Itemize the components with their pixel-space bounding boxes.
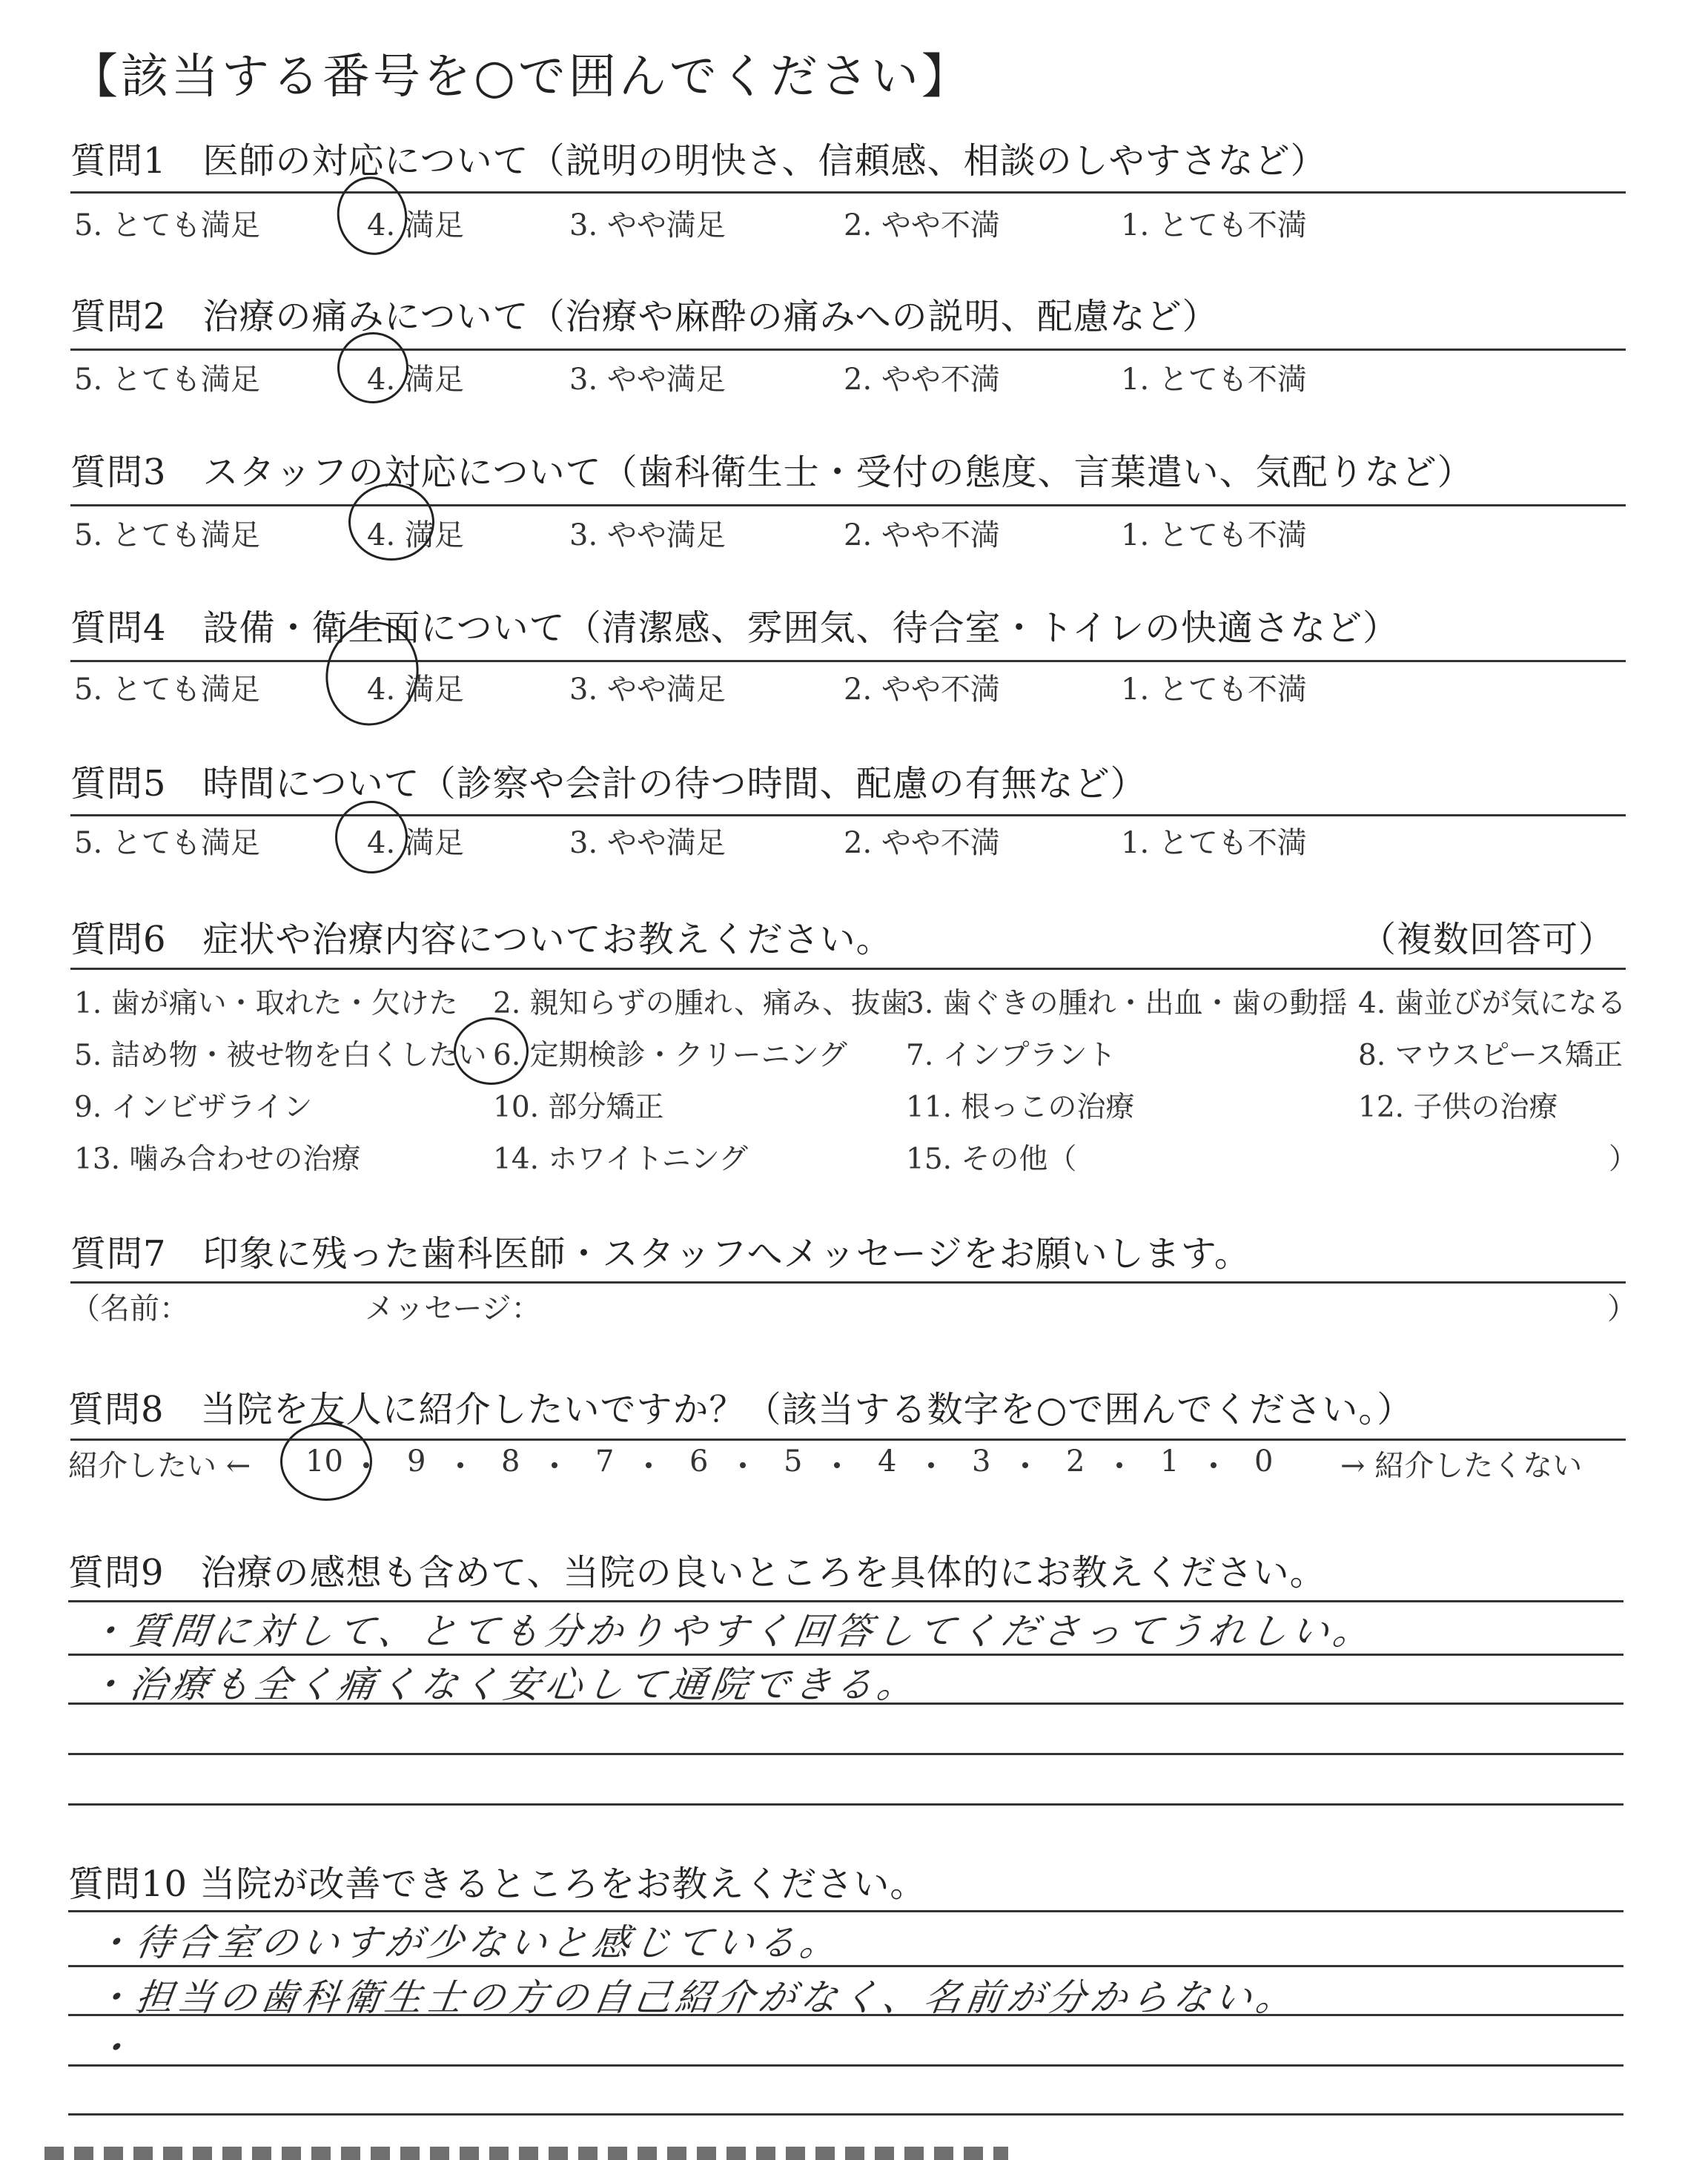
q2-option-4[interactable]: 4. 満足 (367, 363, 464, 397)
q7-message-label: メッセージ： (365, 1292, 541, 1326)
q8-separator-dot (928, 1462, 934, 1468)
q1-option-3[interactable]: 3. やや満足 (569, 208, 726, 242)
q7-name-label: （名前： (70, 1292, 189, 1326)
q4-option-2[interactable]: 2. やや不満 (844, 673, 1000, 707)
q1-option-5[interactable]: 5. とても満足 (74, 208, 260, 242)
question-9-title: 質問9 治療の感想も含めて、当院の良いところを具体的にお教えください。 (68, 1552, 1326, 1593)
q3-option-5[interactable]: 5. とても満足 (74, 518, 260, 552)
q8-separator-dot (457, 1462, 463, 1468)
question-8-title: 質問8 当院を友人に紹介したいですか？（該当する数字を○で囲んでください。） (68, 1389, 1414, 1430)
q8-not-recommend-label: → 紹介したくない (1340, 1449, 1583, 1483)
q6-option-2[interactable]: 2. 親知らずの腫れ、痛み、抜歯 (493, 987, 910, 1020)
q8-score-2[interactable]: 2 (1066, 1444, 1085, 1479)
divider (70, 660, 1626, 662)
q6-option-12[interactable]: 12. 子供の治療 (1358, 1091, 1558, 1124)
q6-option-3[interactable]: 3. 歯ぐきの腫れ・出血・歯の動揺 (906, 987, 1348, 1020)
q3-option-3[interactable]: 3. やや満足 (569, 518, 726, 552)
q3-option-1[interactable]: 1. とても不満 (1121, 518, 1307, 552)
q6-option-5[interactable]: 5. 詰め物・被せ物を白くしたい (74, 1039, 487, 1072)
q8-recommend-label: 紹介したい ← (68, 1449, 251, 1483)
q1-option-4[interactable]: 4. 満足 (367, 208, 464, 242)
q5-option-3[interactable]: 3. やや満足 (569, 826, 726, 860)
question-1-title: 質問1 医師の対応について（説明の明快さ、信頼感、相談のしやすさなど） (70, 140, 1327, 182)
q8-selection-circle (280, 1422, 372, 1501)
q8-separator-dot (740, 1462, 746, 1468)
q2-option-1[interactable]: 1. とても不満 (1121, 363, 1307, 397)
answer-line (68, 1753, 1623, 1755)
question-2-title: 質問2 治療の痛みについて（治療や麻酔の痛みへの説明、配慮など） (70, 296, 1219, 337)
q8-separator-dot (646, 1462, 652, 1468)
q6-option-6[interactable]: 6. 定期検診・クリーニング (493, 1039, 847, 1072)
divider (70, 191, 1626, 194)
question-6-title: 質問6 症状や治療内容についてお教えください。 (70, 919, 893, 960)
q8-score-4[interactable]: 4 (878, 1444, 897, 1479)
q6-option-9[interactable]: 9. インビザライン (74, 1091, 313, 1124)
question-5-title: 質問5 時間について（診察や会計の待つ時間、配慮の有無など） (70, 763, 1147, 805)
q8-separator-dot (1211, 1462, 1217, 1468)
q6-option-8[interactable]: 8. マウスピース矯正 (1358, 1039, 1623, 1072)
q6-selection-circle (454, 1017, 529, 1085)
q6-option-4[interactable]: 4. 歯並びが気になる (1358, 987, 1626, 1020)
q5-option-1[interactable]: 1. とても不満 (1121, 826, 1307, 860)
q8-score-10[interactable]: 10 (305, 1444, 343, 1479)
answer-line (68, 1803, 1623, 1806)
q8-score-3[interactable]: 3 (972, 1444, 991, 1479)
q6-option-10[interactable]: 10. 部分矯正 (493, 1091, 664, 1124)
q6-option-14[interactable]: 14. ホワイトニング (493, 1143, 748, 1176)
answer-line (68, 2113, 1623, 2116)
form-title: 【該当する番号を○で囲んでください】 (70, 50, 972, 105)
q4-option-5[interactable]: 5. とても満足 (74, 673, 260, 707)
q6-option-7[interactable]: 7. インプラント (906, 1039, 1116, 1072)
q1-option-1[interactable]: 1. とても不満 (1121, 208, 1307, 242)
q6-option-15-other[interactable]: 15. その他（ (906, 1143, 1077, 1176)
q2-option-5[interactable]: 5. とても満足 (74, 363, 260, 397)
q5-option-4[interactable]: 4. 満足 (367, 826, 464, 860)
q6-option-1[interactable]: 1. 歯が痛い・取れた・欠けた (74, 987, 458, 1020)
q6-multiple-answers-note: （複数回答可） (1360, 919, 1615, 960)
q2-selection-circle (337, 332, 408, 403)
q8-separator-dot (834, 1462, 840, 1468)
q8-separator-dot (552, 1462, 557, 1468)
q6-option-13[interactable]: 13. 噛み合わせの治療 (74, 1143, 361, 1176)
cut-off-footer-text (44, 2147, 1008, 2160)
q10-answer-1: ・待合室のいすが少ないと感じている。 (91, 1921, 845, 1964)
divider (70, 814, 1626, 816)
q7-close-paren: ） (1607, 1292, 1637, 1326)
divider (70, 504, 1626, 506)
question-10-title: 質問10 当院が改善できるところをお教えください。 (68, 1863, 927, 1905)
q8-score-7[interactable]: 7 (595, 1444, 615, 1479)
q5-option-2[interactable]: 2. やや不満 (844, 826, 1000, 860)
q8-score-5[interactable]: 5 (784, 1444, 803, 1479)
q2-option-2[interactable]: 2. やや不満 (844, 363, 1000, 397)
q8-score-8[interactable]: 8 (501, 1444, 520, 1479)
divider (70, 1281, 1626, 1284)
q1-selection-circle (330, 170, 414, 261)
q8-score-6[interactable]: 6 (689, 1444, 709, 1479)
q10-answer-3: ・ (91, 2027, 139, 2070)
q8-score-9[interactable]: 9 (407, 1444, 426, 1479)
q5-option-5[interactable]: 5. とても満足 (74, 826, 260, 860)
q3-option-2[interactable]: 2. やや不満 (844, 518, 1000, 552)
q3-option-4[interactable]: 4. 満足 (367, 518, 464, 552)
question-3-title: 質問3 スタッフの対応について（歯科衛生士・受付の態度、言葉遣い、気配りなど） (70, 452, 1474, 493)
q6-option-11[interactable]: 11. 根っこの治療 (906, 1091, 1135, 1124)
answer-line (68, 2064, 1623, 2067)
q4-option-3[interactable]: 3. やや満足 (569, 673, 726, 707)
q9-answer-1: ・質問に対して、とても分かりやすく回答してくださってうれしい。 (85, 1610, 1378, 1653)
q8-score-1[interactable]: 1 (1160, 1444, 1179, 1479)
q6-other-close-paren: ） (1609, 1143, 1638, 1176)
q8-score-0[interactable]: 0 (1254, 1444, 1274, 1479)
q9-answer-2: ・治療も全く痛くなく安心して通院できる。 (85, 1663, 922, 1706)
q3-selection-circle (348, 483, 434, 561)
q8-separator-dot (1022, 1462, 1028, 1468)
divider (68, 1910, 1623, 1912)
q4-option-1[interactable]: 1. とても不満 (1121, 673, 1307, 707)
q2-option-3[interactable]: 3. やや満足 (569, 363, 726, 397)
q1-option-2[interactable]: 2. やや不満 (844, 208, 1000, 242)
q8-separator-dot (1116, 1462, 1122, 1468)
q4-option-4[interactable]: 4. 満足 (367, 673, 464, 707)
question-4-title: 質問4 設備・衛生面について（清潔感、雰囲気、待合室・トイレの快適さなど） (70, 607, 1400, 649)
q5-selection-circle (335, 801, 408, 873)
q10-answer-2: ・担当の歯科衛生士の方の自己紹介がなく、名前が分からない。 (91, 1976, 1301, 2019)
divider (70, 968, 1626, 970)
divider (70, 349, 1626, 351)
question-7-title: 質問7 印象に残った歯科医師・スタッフへメッセージをお願いします。 (70, 1233, 1251, 1275)
